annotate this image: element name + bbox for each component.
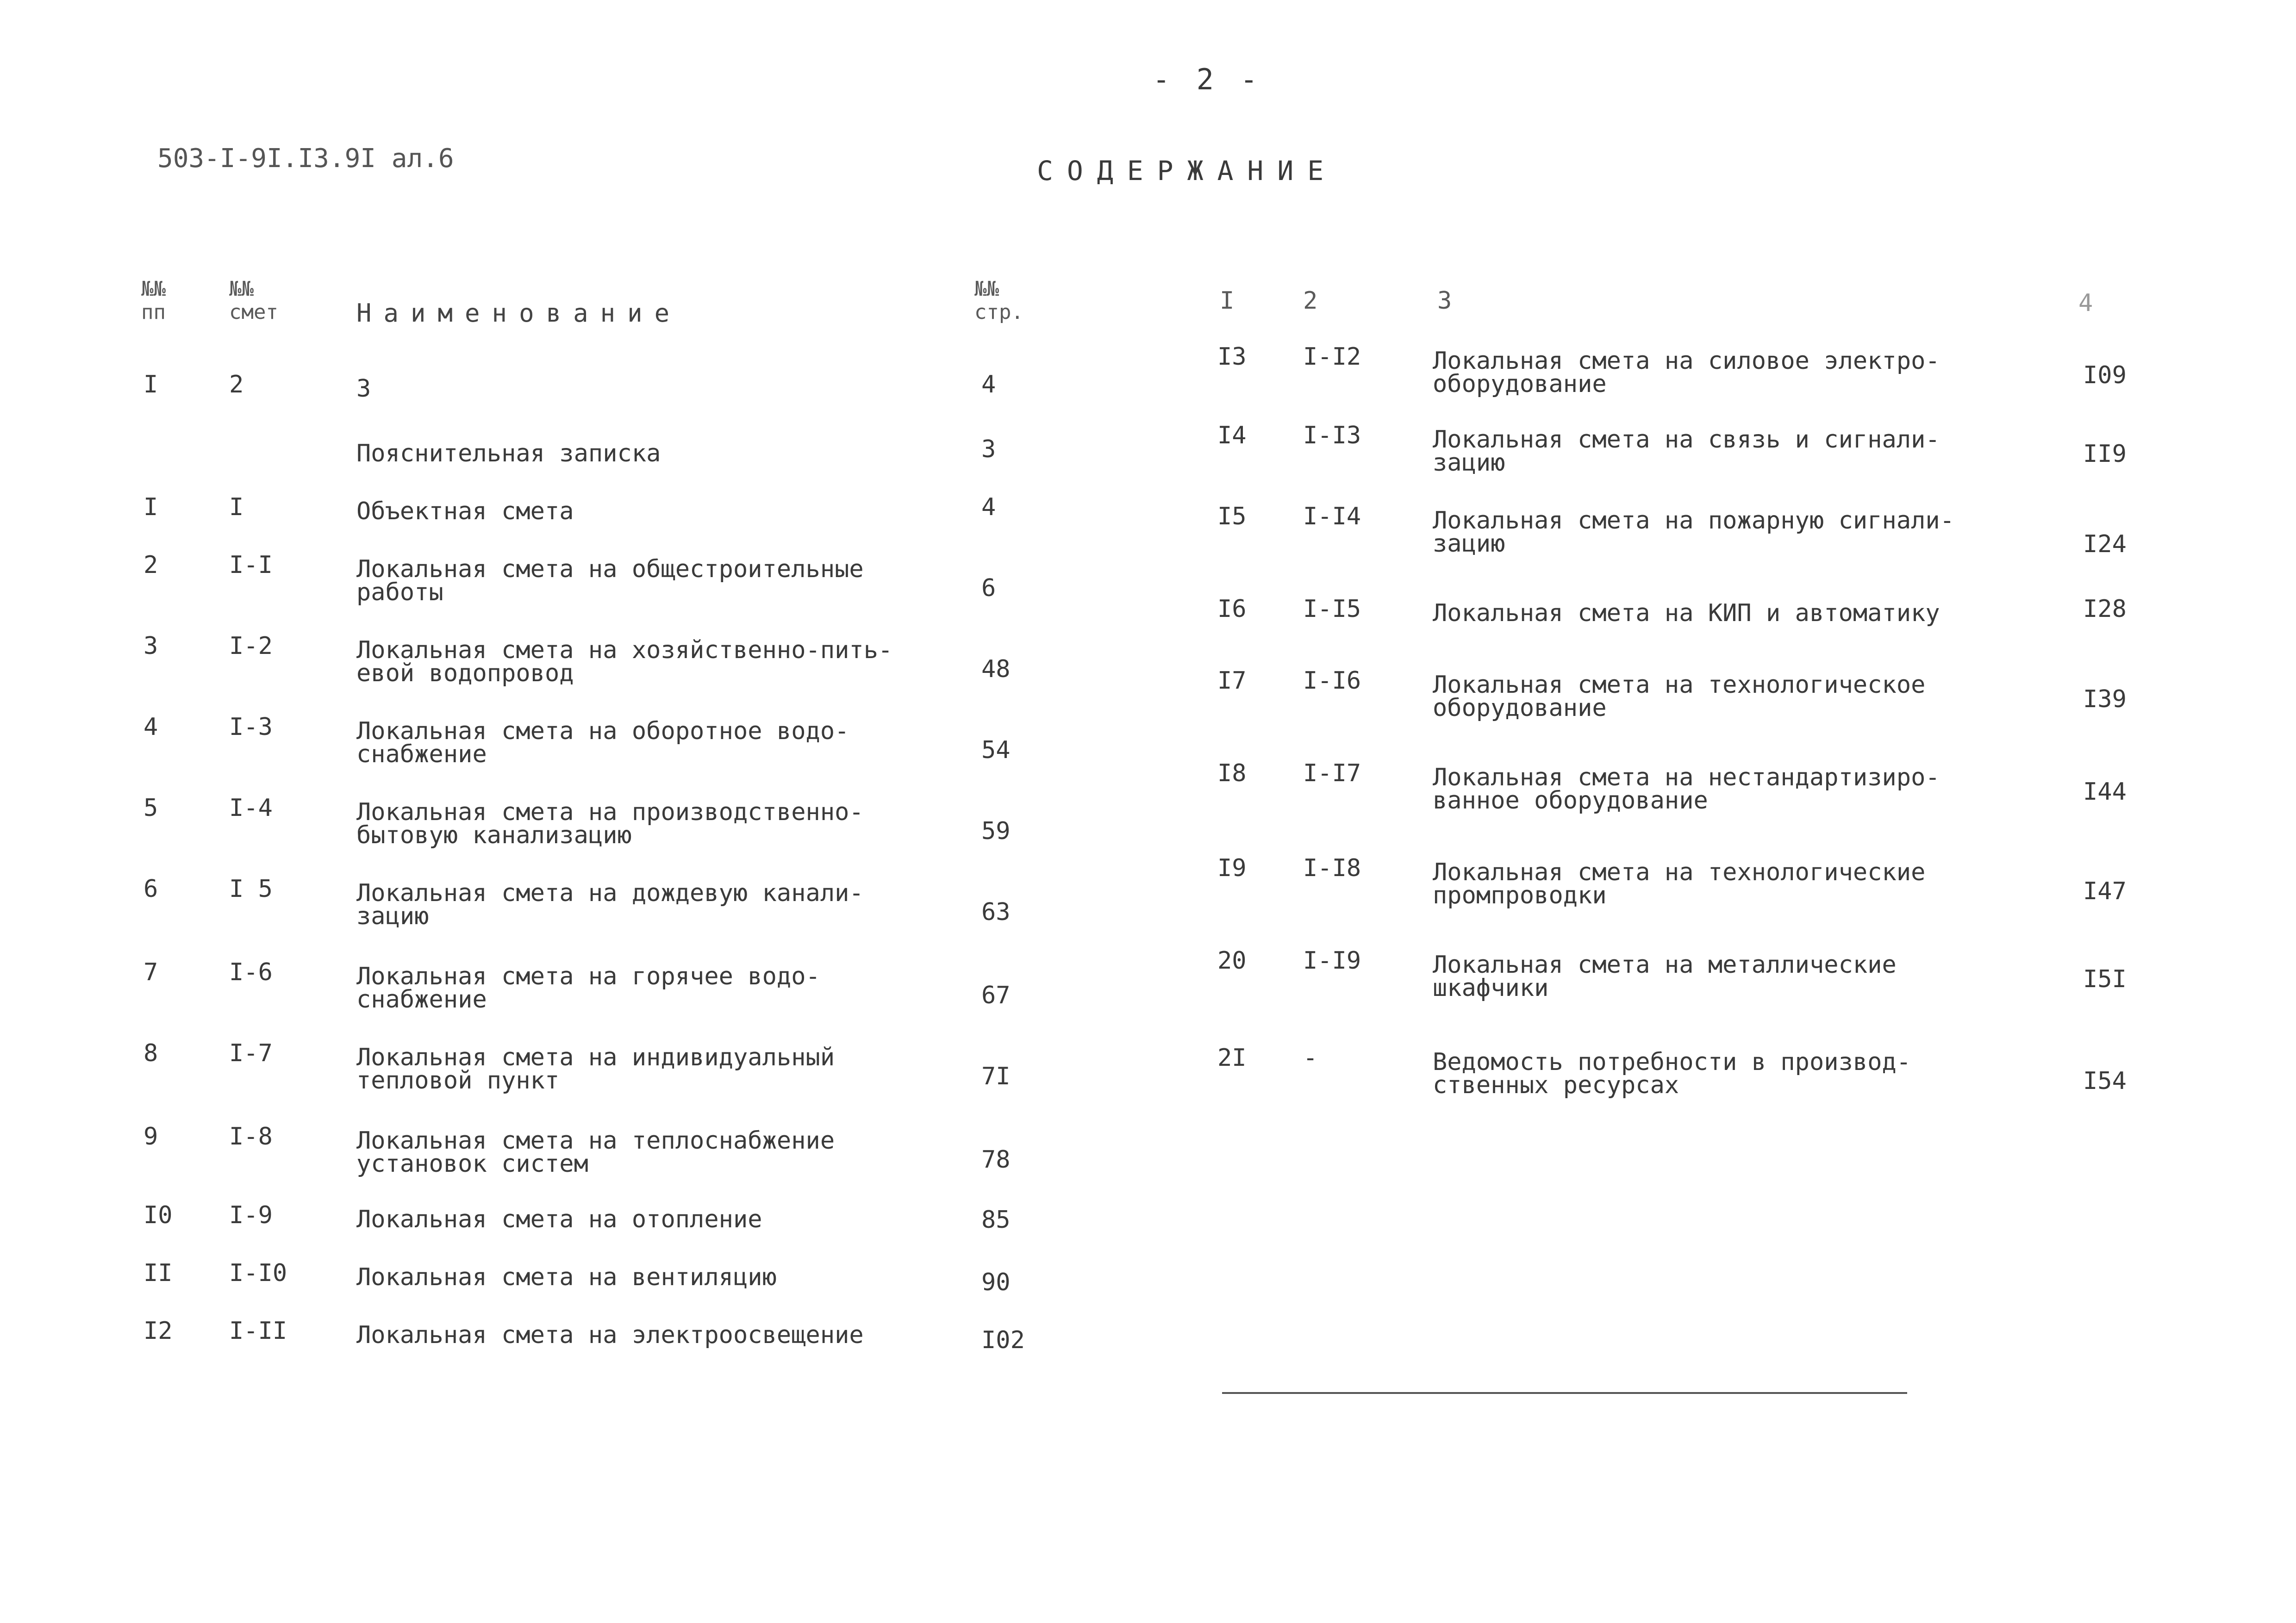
page-ref: 59	[981, 817, 1011, 845]
row-number: I3	[1217, 343, 1247, 371]
estimate-name: Локальная смета на пожарную сигнали- зацию	[1433, 507, 1955, 558]
estimate-number: I-I0	[229, 1259, 287, 1287]
page-ref: I24	[2083, 530, 2127, 558]
page-ref: 78	[981, 1146, 1011, 1174]
row-number: 5	[144, 794, 158, 822]
page-ref: I54	[2083, 1067, 2127, 1095]
row-number: I7	[1217, 667, 1247, 695]
page-ref: 48	[981, 655, 1011, 683]
page-ref: 6	[981, 574, 996, 602]
estimate-number: I-6	[229, 958, 273, 986]
page-ref: 4	[981, 371, 996, 398]
estimate-number: I-9	[229, 1201, 273, 1229]
estimate-number: I-I6	[1303, 667, 1361, 695]
estimate-name: Локальная смета на металлические шкафчики	[1433, 951, 1897, 1002]
row-number: I	[144, 493, 158, 521]
estimate-name: Локальная смета на вентиляцию	[356, 1263, 777, 1291]
estimate-name: Локальная смета на связь и сигнали- зацию	[1433, 426, 1940, 477]
right-header-col-3: 3	[1437, 287, 1452, 315]
estimate-number: I-7	[229, 1039, 273, 1067]
estimate-name: Объектная смета	[356, 497, 574, 525]
page-ref: I44	[2083, 778, 2127, 806]
row-number: I4	[1217, 422, 1247, 449]
row-number: 4	[144, 713, 158, 741]
estimate-name: Локальная смета на индивидуальный тепловой пункт	[356, 1044, 835, 1094]
row-number: II	[144, 1259, 173, 1287]
page-ref: II9	[2083, 440, 2127, 468]
page-ref: I39	[2083, 685, 2127, 713]
estimate-number: I-I3	[1303, 422, 1361, 449]
page-ref: 54	[981, 736, 1011, 764]
row-number: 3	[144, 632, 158, 660]
estimate-number: 2	[229, 371, 244, 398]
estimate-number: I-8	[229, 1123, 273, 1150]
estimate-name: Локальная смета на нестандартизиро- ванное оборудование	[1433, 764, 1940, 815]
estimate-name: Локальная смета на отопление	[356, 1206, 762, 1233]
page-ref: I5I	[2083, 965, 2127, 993]
page-ref: 7I	[981, 1063, 1011, 1090]
estimate-number: I-I	[229, 551, 273, 579]
estimate-name: Локальная смета на технологическое оборудование	[1433, 671, 1926, 722]
row-number: 2	[144, 551, 158, 579]
estimate-name: Локальная смета на КИП и автоматику	[1433, 599, 1940, 627]
estimate-name: Локальная смета на горячее водо- снабжение	[356, 963, 820, 1014]
estimate-name: Локальная смета на общестроительные работы	[356, 555, 864, 606]
estimate-name: Локальная смета на теплоснабжение установок систем	[356, 1127, 835, 1178]
page-title: СОДЕРЖАНИЕ	[1037, 155, 1338, 187]
row-number: I2	[144, 1317, 173, 1345]
estimate-number: I-I9	[1303, 947, 1361, 975]
estimate-name: Локальная смета на электроосвещение	[356, 1321, 864, 1349]
estimate-number: I 5	[229, 875, 273, 903]
right-header-col-4: 4	[2078, 289, 2093, 317]
row-number: I5	[1217, 503, 1247, 530]
estimate-number: I-I5	[1303, 595, 1361, 623]
page-ref: 63	[981, 898, 1011, 926]
estimate-name: Локальная смета на хозяйственно-пить- евой водопровод	[356, 636, 893, 687]
header-row-number: №№ пп	[141, 277, 166, 324]
right-header-col-2: 2	[1303, 287, 1318, 315]
estimate-number: I-2	[229, 632, 273, 660]
estimate-number: I-I8	[1303, 854, 1361, 882]
row-number: I8	[1217, 759, 1247, 787]
row-number: I9	[1217, 854, 1247, 882]
page-ref: 90	[981, 1269, 1011, 1296]
estimate-name: Пояснительная записка	[356, 440, 661, 467]
estimate-name: 3	[356, 375, 371, 403]
estimate-number: I-4	[229, 794, 273, 822]
estimate-number: -	[1303, 1044, 1318, 1072]
estimate-name: Ведомость потребности в производ- ственных ресурсах	[1433, 1048, 1911, 1099]
row-number: 8	[144, 1039, 158, 1067]
page-ref: 3	[981, 435, 996, 463]
estimate-number: I-3	[229, 713, 273, 741]
page-ref: I02	[981, 1326, 1025, 1354]
estimate-name: Локальная смета на дождевую канали- зацию	[356, 879, 864, 930]
divider-line	[1222, 1392, 1907, 1394]
row-number: 6	[144, 875, 158, 903]
right-header-col-1: I	[1220, 287, 1235, 315]
estimate-number: I-I2	[1303, 343, 1361, 371]
page-ref: 85	[981, 1206, 1011, 1234]
row-number: I0	[144, 1201, 173, 1229]
estimate-number: I-I7	[1303, 759, 1361, 787]
page-ref: I28	[2083, 595, 2127, 623]
estimate-number: I-I4	[1303, 503, 1361, 530]
row-number: 2I	[1217, 1044, 1247, 1072]
header-estimate-number: №№ смет	[229, 277, 278, 324]
row-number: 7	[144, 958, 158, 986]
header-page-number: №№ стр.	[974, 277, 1023, 324]
page-ref: 67	[981, 982, 1011, 1009]
row-number: 9	[144, 1123, 158, 1150]
header-name: Наименование	[356, 298, 682, 328]
row-number: I6	[1217, 595, 1247, 623]
page-ref: I47	[2083, 877, 2127, 905]
page-number: - 2 -	[1153, 62, 1262, 96]
document-code: 503-I-9I.I3.9I ал.6	[157, 143, 454, 174]
page-ref: I09	[2083, 361, 2127, 389]
row-number: 20	[1217, 947, 1247, 975]
estimate-name: Локальная смета на технологические промпроводки	[1433, 858, 1926, 909]
estimate-number: I	[229, 493, 244, 521]
estimate-number: I-II	[229, 1317, 287, 1345]
estimate-name: Локальная смета на оборотное водо- снабжение	[356, 717, 849, 768]
estimate-name: Локальная смета на силовое электро- оборудование	[1433, 347, 1940, 398]
page-ref: 4	[981, 493, 996, 521]
row-number: I	[144, 371, 158, 398]
estimate-name: Локальная смета на производственно- бытовую канализацию	[356, 798, 864, 849]
